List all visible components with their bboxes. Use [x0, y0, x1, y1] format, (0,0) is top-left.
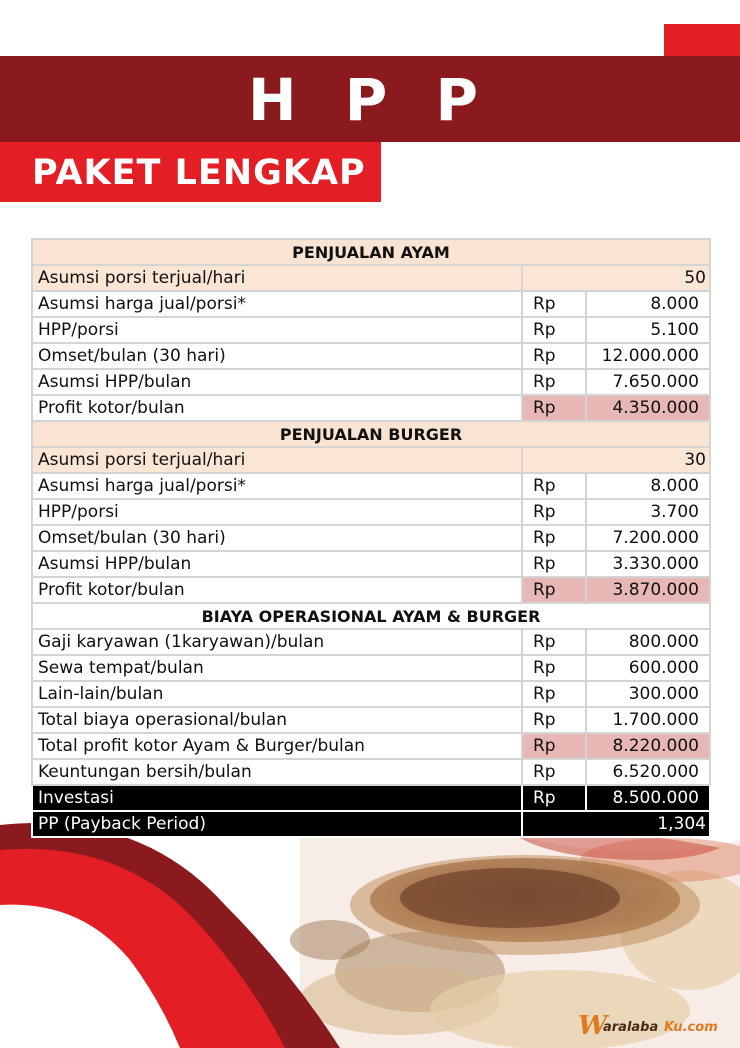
row-label: HPP/porsi	[32, 499, 522, 525]
row-value: 4.350.000	[586, 395, 710, 421]
row-value: 12.000.000	[586, 343, 710, 369]
row-value: 8.220.000	[586, 733, 710, 759]
table-row	[32, 759, 710, 785]
section-header-ayam	[32, 239, 710, 265]
row-currency: Rp	[522, 629, 586, 655]
row-value: 8.000	[586, 291, 710, 317]
row-value: 1,304	[522, 811, 710, 837]
row-value: 3.330.000	[586, 551, 710, 577]
row-value: 800.000	[586, 629, 710, 655]
table-row	[32, 369, 710, 395]
table-row-investasi	[32, 785, 710, 811]
row-label: Asumsi porsi terjual/hari	[32, 447, 522, 473]
table-row	[32, 343, 710, 369]
top-accent-bar	[664, 24, 740, 56]
table-row-highlight	[32, 395, 710, 421]
table-row	[32, 655, 710, 681]
row-label: Asumsi porsi terjual/hari	[32, 265, 522, 291]
row-currency: Rp	[522, 317, 586, 343]
row-value: 1.700.000	[586, 707, 710, 733]
row-value: 600.000	[586, 655, 710, 681]
page-title: H P P	[248, 66, 492, 134]
table-row	[32, 291, 710, 317]
row-label: Asumsi harga jual/porsi*	[32, 291, 522, 317]
row-currency: Rp	[522, 525, 586, 551]
logo-text-middle: aralaba	[603, 1020, 659, 1035]
row-value: 300.000	[586, 681, 710, 707]
logo-text-suffix: Ku.com	[664, 1020, 718, 1035]
row-currency: Rp	[522, 655, 586, 681]
table-row	[32, 499, 710, 525]
table-row	[32, 265, 710, 291]
row-label: HPP/porsi	[32, 317, 522, 343]
row-label: Asumsi harga jual/porsi*	[32, 473, 522, 499]
table-row	[32, 629, 710, 655]
table-row	[32, 447, 710, 473]
row-label: Asumsi HPP/bulan	[32, 551, 522, 577]
table-row-highlight	[32, 577, 710, 603]
page-subtitle: PAKET LENGKAP	[32, 153, 366, 193]
row-label: Total profit kotor Ayam & Burger/bulan	[32, 733, 522, 759]
row-currency: Rp	[522, 733, 586, 759]
row-currency: Rp	[522, 473, 586, 499]
row-label: Omset/bulan (30 hari)	[32, 343, 522, 369]
waralabaku-logo	[574, 1004, 734, 1044]
row-currency: Rp	[522, 759, 586, 785]
row-value: 8.000	[586, 473, 710, 499]
row-currency: Rp	[522, 343, 586, 369]
row-label: Investasi	[32, 785, 522, 811]
row-currency: Rp	[522, 577, 586, 603]
row-currency: Rp	[522, 395, 586, 421]
row-value: 3.700	[586, 499, 710, 525]
table-row-payback	[32, 811, 710, 837]
row-currency: Rp	[522, 707, 586, 733]
row-value: 50	[522, 265, 710, 291]
logo-letter-w: W	[578, 1011, 608, 1041]
row-value: 5.100	[586, 317, 710, 343]
section-header-operasional	[32, 603, 710, 629]
table-row-highlight	[32, 733, 710, 759]
table-row	[32, 473, 710, 499]
table-row	[32, 707, 710, 733]
row-value: 8.500.000	[586, 785, 710, 811]
table-row	[32, 525, 710, 551]
section-header-burger	[32, 421, 710, 447]
table-row	[32, 681, 710, 707]
hpp-table	[31, 238, 711, 838]
row-currency: Rp	[522, 499, 586, 525]
row-label: Sewa tempat/bulan	[32, 655, 522, 681]
section-header-text: PENJUALAN BURGER	[32, 421, 710, 447]
row-label: PP (Payback Period)	[32, 811, 522, 837]
row-label: Asumsi HPP/bulan	[32, 369, 522, 395]
table-row	[32, 317, 710, 343]
table-row	[32, 551, 710, 577]
row-value: 7.650.000	[586, 369, 710, 395]
section-header-text: BIAYA OPERASIONAL AYAM & BURGER	[32, 603, 710, 629]
row-label: Lain-lain/bulan	[32, 681, 522, 707]
row-label: Omset/bulan (30 hari)	[32, 525, 522, 551]
row-currency: Rp	[522, 291, 586, 317]
row-label: Total biaya operasional/bulan	[32, 707, 522, 733]
row-currency: Rp	[522, 551, 586, 577]
row-label: Profit kotor/bulan	[32, 577, 522, 603]
row-currency: Rp	[522, 681, 586, 707]
row-label: Gaji karyawan (1karyawan)/bulan	[32, 629, 522, 655]
row-value: 30	[522, 447, 710, 473]
section-header-text: PENJUALAN AYAM	[32, 239, 710, 265]
row-label: Profit kotor/bulan	[32, 395, 522, 421]
row-value: 3.870.000	[586, 577, 710, 603]
row-currency: Rp	[522, 785, 586, 811]
row-value: 7.200.000	[586, 525, 710, 551]
row-value: 6.520.000	[586, 759, 710, 785]
row-currency: Rp	[522, 369, 586, 395]
row-label: Keuntungan bersih/bulan	[32, 759, 522, 785]
